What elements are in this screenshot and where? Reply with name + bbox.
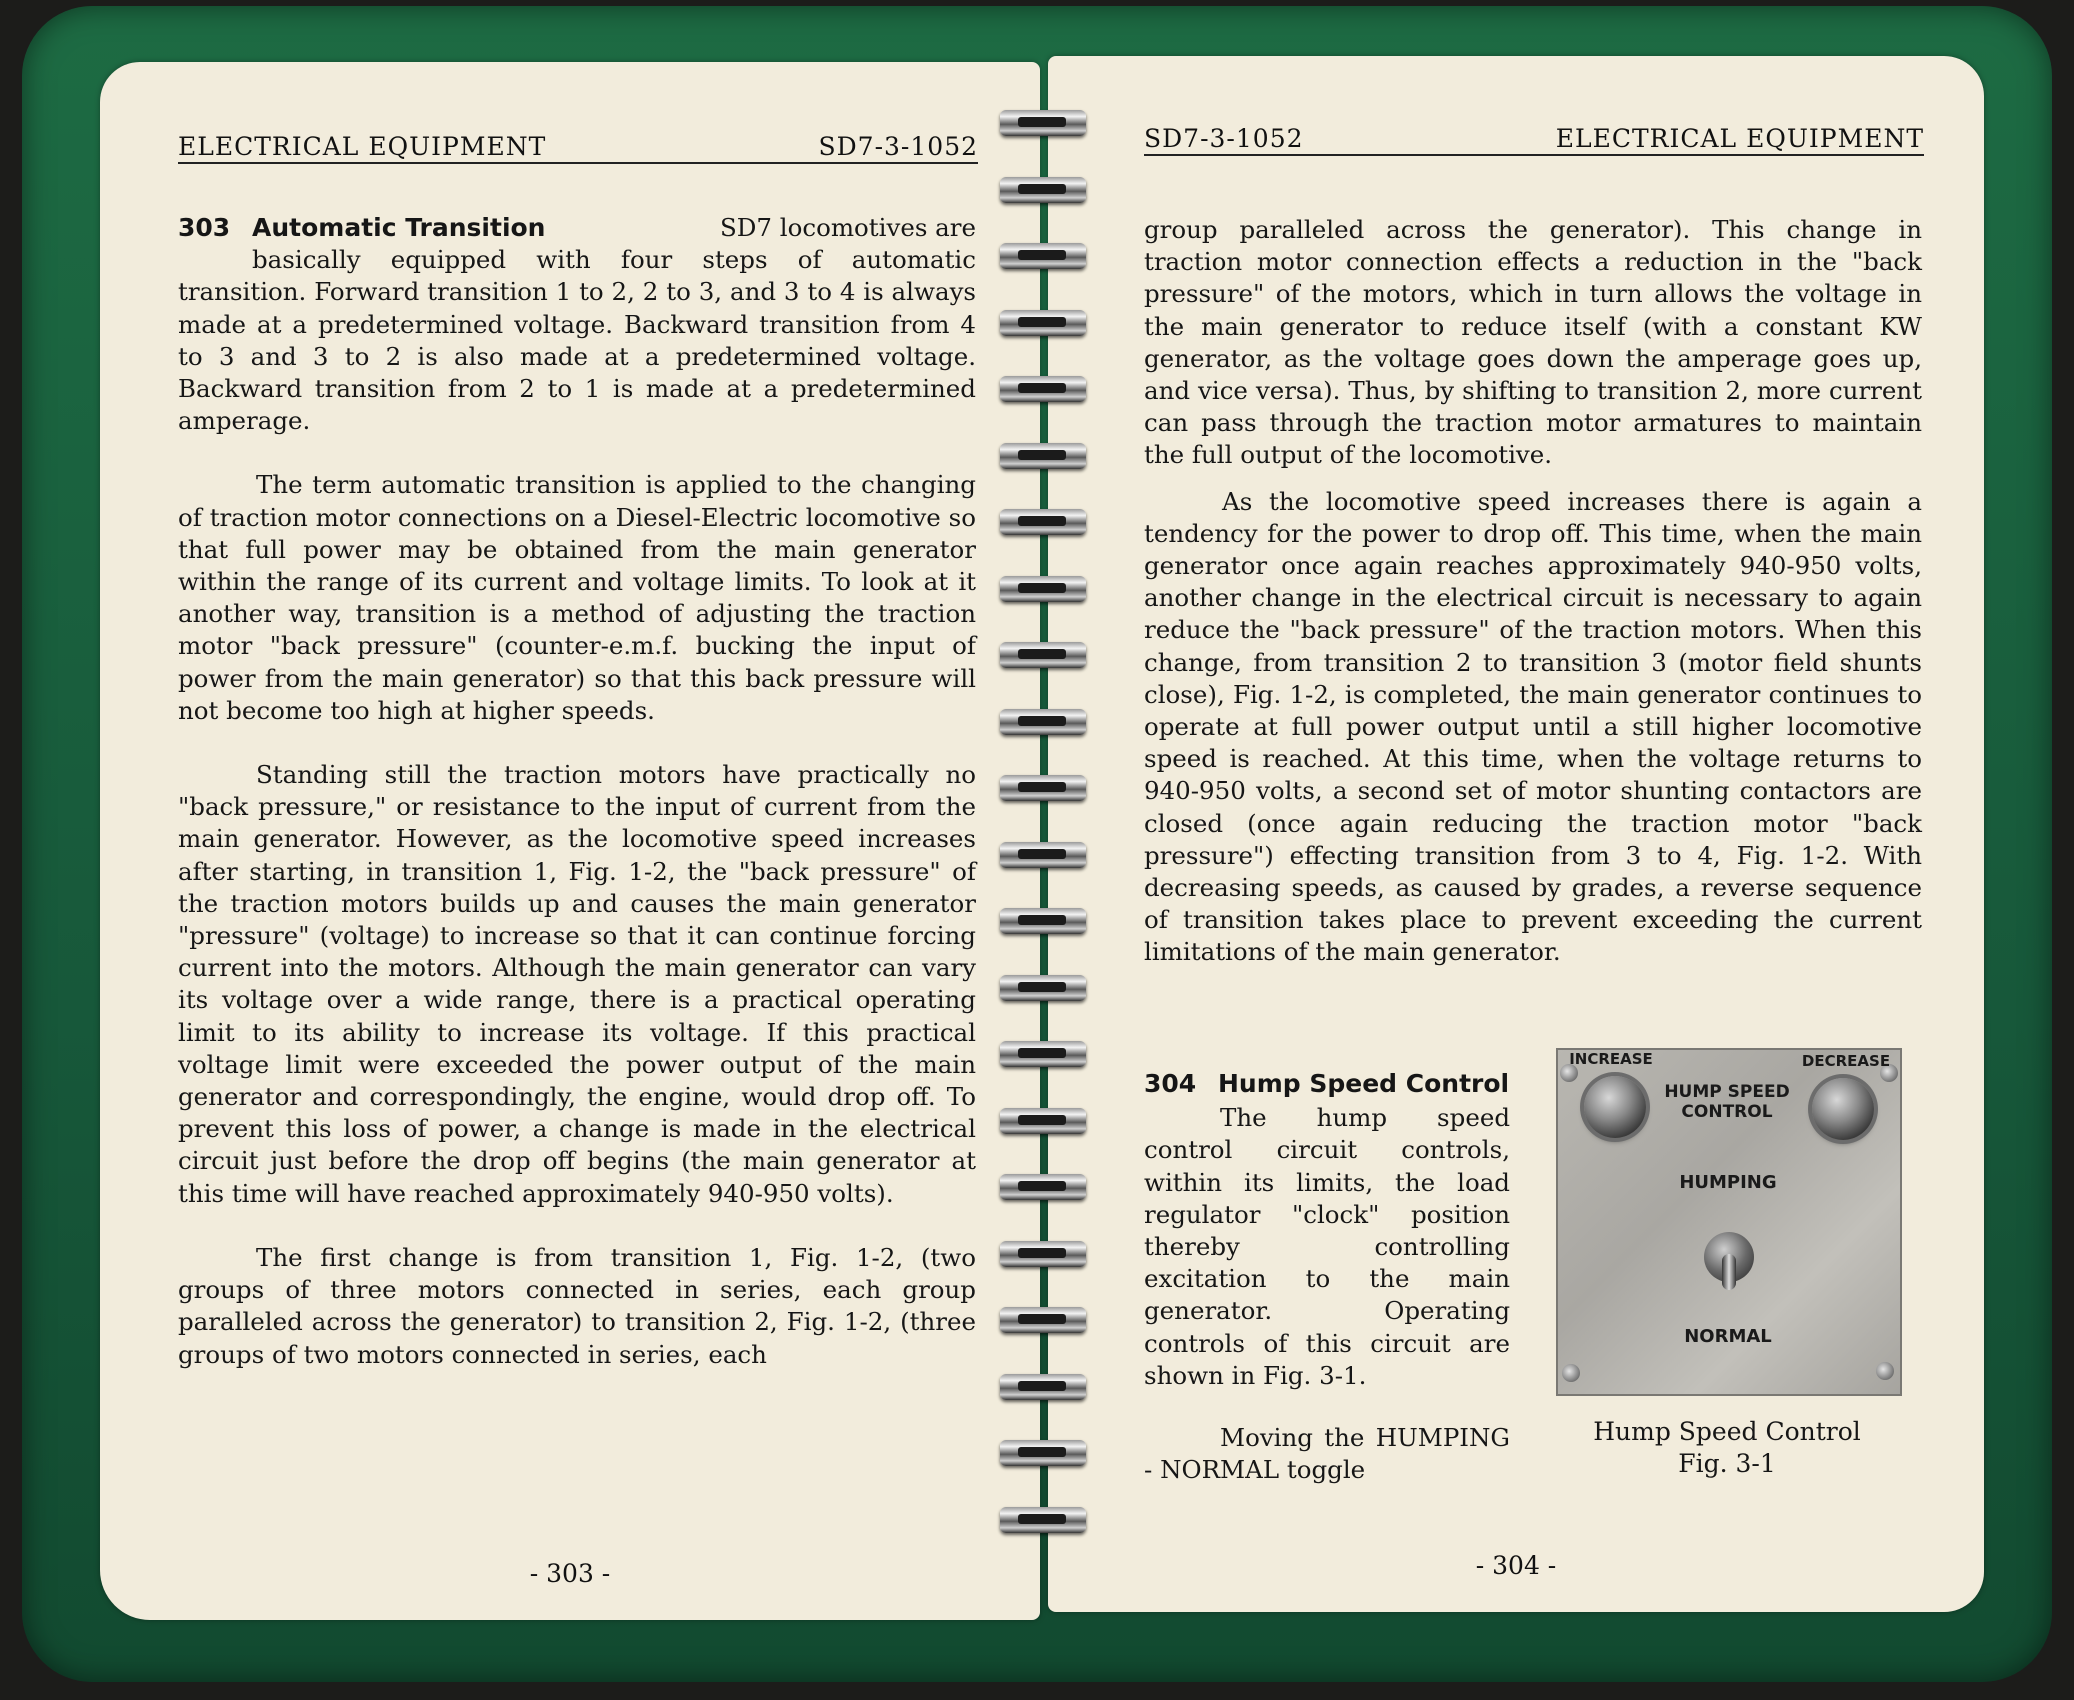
binding-ring bbox=[1000, 975, 1086, 1001]
paragraph-303-1: basically equipped with four steps of automatic transition. Forward transition 1 to 2, 2 to 3, and 3 to 4 is always made at a predetermined voltage. Backward transition from 4 to 3 and 3 to 2 is also made at a predetermined voltage. Backward transition from 2 to 1 is made at a predetermined amperage. bbox=[178, 245, 976, 436]
left-page-number: - 303 - bbox=[529, 1559, 611, 1588]
increase-button-icon bbox=[1584, 1076, 1646, 1138]
section-303-heading-line bbox=[178, 212, 976, 244]
section-303-title: Automatic Transition bbox=[252, 213, 546, 242]
binding-ring bbox=[1000, 376, 1086, 402]
left-body-text bbox=[178, 212, 976, 1403]
figure-caption-number: Fig. 3-1 bbox=[1678, 1449, 1776, 1478]
paragraph-303-2: The term automatic transition is applied to the changing of traction motor connections on a Diesel-Electric locomotive so that full power may be obtained from the main generator within the range of its current and voltage limits. To look at it another way, transition is a method of adjusting the traction motor "back pressure" (counter-e.m.f. bucking the input of power from the main generator) so that this back pressure will not become too high at higher speeds. bbox=[178, 470, 976, 725]
binding-ring bbox=[1000, 709, 1086, 735]
increase-label: INCREASE bbox=[1569, 1050, 1653, 1068]
left-page bbox=[100, 62, 1040, 1620]
section-303-number: 303 bbox=[178, 213, 231, 242]
binding-ring bbox=[1000, 1440, 1086, 1466]
binding-ring bbox=[1000, 775, 1086, 801]
paragraph-304-2: Moving the HUMPING - NORMAL toggle bbox=[1144, 1423, 1510, 1485]
decrease-button-icon bbox=[1812, 1078, 1874, 1140]
section-304-heading bbox=[1144, 1068, 1510, 1100]
humping-label: HUMPING bbox=[1679, 1172, 1777, 1193]
paragraph-303-6: As the locomotive speed increases there is again a tendency for the power to drop off. This time, when the main generator once again reaches approximately 940-950 volts, another change in the electrical circuit is necessary to again reduce the "back pressure" of the traction motors. When this change, from transition 2 to transition 3 (motor field shunts close), Fig. 1-2, is completed, the main generator continues to operate at full power output until a still higher locomotive speed is reached. At this time, when the voltage returns to 940-950 volts, a second set of motor shunting contactors are closed (once again reducing the traction motor "back pressure") effecting transition from 3 to 4, Fig. 1-2. With decreasing speeds, as caused by grades, a reverse sequence of transition takes place to prevent exceeding the current limitations of the main generator. bbox=[1144, 486, 1922, 967]
left-header-title: ELECTRICAL EQUIPMENT bbox=[178, 132, 547, 161]
binding-ring bbox=[1000, 443, 1086, 469]
normal-label: NORMAL bbox=[1684, 1326, 1772, 1347]
binding-ring bbox=[1000, 1041, 1086, 1067]
binding-ring bbox=[1000, 1307, 1086, 1333]
binding-ring bbox=[1000, 110, 1086, 136]
binding-ring bbox=[1000, 1507, 1086, 1533]
binding-ring bbox=[1000, 576, 1086, 602]
panel-screw bbox=[1876, 1362, 1894, 1380]
binding-ring bbox=[1000, 243, 1086, 269]
binding-ring bbox=[1000, 310, 1086, 336]
right-body-text bbox=[1144, 214, 1922, 1001]
right-header-code: SD7-3-1052 bbox=[1144, 124, 1304, 153]
figure-caption bbox=[1556, 1416, 1898, 1480]
decrease-label: DECREASE bbox=[1801, 1052, 1891, 1070]
right-running-head bbox=[1144, 124, 1924, 156]
binding-ring bbox=[1000, 1241, 1086, 1267]
spiral-binding bbox=[1000, 110, 1090, 1570]
paragraph-303-4: The first change is from transition 1, Fig. 1-2, (two groups of three motors connected in series, each group paralleled across the generator) to transition 2, Fig. 1-2, (three groups of two motors connected in series, each bbox=[178, 1242, 976, 1369]
hump-speed-control-label: HUMP SPEED CONTROL bbox=[1664, 1082, 1790, 1122]
left-running-head bbox=[178, 132, 978, 164]
section-303-first-line: SD7 locomotives are bbox=[719, 213, 976, 242]
right-header-title: ELECTRICAL EQUIPMENT bbox=[1555, 124, 1924, 153]
binding-ring bbox=[1000, 509, 1086, 535]
binding-ring bbox=[1000, 1108, 1086, 1134]
left-header-code: SD7-3-1052 bbox=[818, 132, 978, 161]
panel-screw bbox=[1562, 1364, 1580, 1382]
paragraph-304-1: The hump speed control circuit controls, within its limits, the load regulator "clock" position thereby controlling excitation to the main generator. Operating controls of this circuit are shown in Fig. 3-1. bbox=[1144, 1103, 1510, 1390]
binding-ring bbox=[1000, 908, 1086, 934]
paragraph-303-5: group paralleled across the generator). This change in traction motor connection effects a reduction in the "back pressure" of the motors, which in turn allows the voltage in the main generator to reduce itself (with a constant KW generator, as the voltage goes down the amperage goes up, and vice versa). Thus, by shifting to transition 2, more current can pass through the traction motor armatures to maintain the full output of the locomotive. bbox=[1144, 215, 1922, 470]
paragraph-303-3: Standing still the traction motors have practically no "back pressure," or resistance to the input of current from the main generator. However, as the locomotive speed increases after starting, in transition 1, Fig. 1-2, the "back pressure" of the traction motors builds up and causes the main generator "pressure" (voltage) to increase so that it can continue forcing current into the motors. Although the main generator can vary its voltage over a wide range, there is a practical operating limit to its ability to increase its voltage. If this practical voltage limit were exceeded the power output of the main generator and correspondingly, the engine, would drop off. To prevent this loss of power, a change is made in the electrical circuit just before the drop off begins (the main generator at this time will have reached approximately 940-950 volts). bbox=[178, 760, 976, 1208]
binding-ring bbox=[1000, 1374, 1086, 1400]
right-page-number: - 304 - bbox=[1475, 1551, 1557, 1580]
toggle-lever-icon bbox=[1722, 1254, 1736, 1290]
section-304-title: Hump Speed Control bbox=[1218, 1069, 1510, 1098]
binding-ring bbox=[1000, 1174, 1086, 1200]
figure-caption-title: Hump Speed Control bbox=[1593, 1417, 1861, 1446]
binding-ring bbox=[1000, 642, 1086, 668]
section-304-column bbox=[1144, 1068, 1510, 1486]
section-304-number: 304 bbox=[1144, 1069, 1197, 1098]
binding-ring bbox=[1000, 177, 1086, 203]
binding-ring bbox=[1000, 842, 1086, 868]
hump-speed-control-photo bbox=[1556, 1048, 1902, 1396]
